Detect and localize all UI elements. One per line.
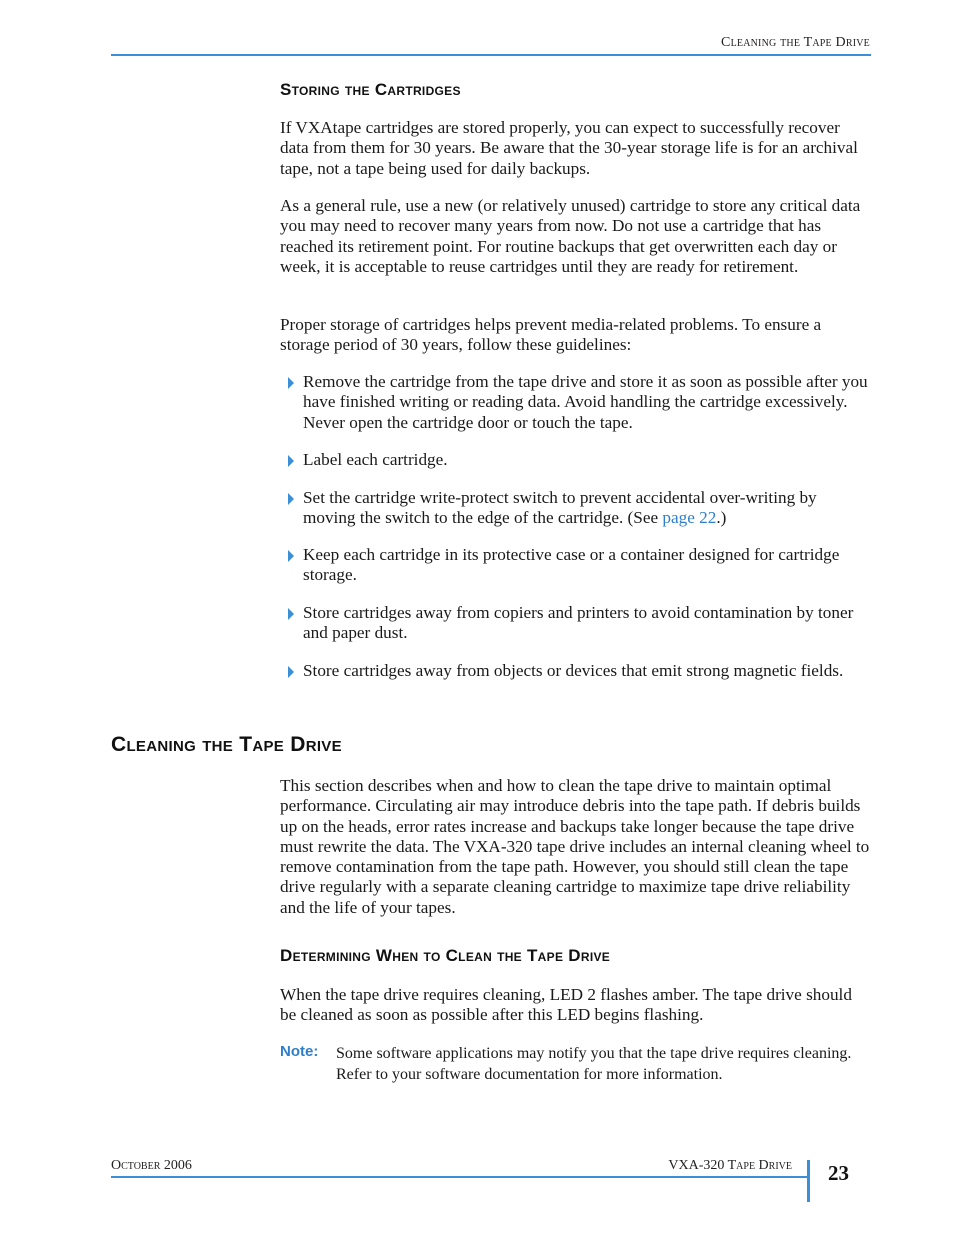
- footer-product: VXA-320 Tape Drive: [668, 1158, 792, 1173]
- page-22-link[interactable]: page 22: [662, 508, 717, 528]
- storing-paragraph-1: If VXAtape cartridges are stored properly, you can expect to successfully recover data from them for 30 years. Be aware that the 30-year storage life is for an archival tape, not a tape being used for daily backups.: [280, 118, 858, 178]
- list-item: [288, 372, 872, 433]
- bullet-arrow-icon: [288, 550, 294, 562]
- list-item: [288, 603, 872, 644]
- bullet-arrow-icon: [288, 666, 294, 678]
- footer-vertical-rule: [807, 1160, 810, 1202]
- list-item: [288, 488, 872, 529]
- list-item-text: Keep each cartridge in its protective case or a container designed for cartridge storage.: [303, 545, 840, 585]
- determining-paragraph: When the tape drive requires cleaning, LED 2 flashes amber. The tape drive should be cleaned as soon as possible after this LED begins flashing.: [280, 985, 852, 1025]
- bullet-arrow-icon: [288, 455, 294, 467]
- bullet-arrow-icon: [288, 493, 294, 505]
- list-item-text-before-link: Set the cartridge write-protect switch to prevent accidental over-writing by moving the switch to the edge of the cartridge. (See: [303, 488, 817, 528]
- footer-rule: [111, 1176, 808, 1178]
- bullet-arrow-icon: [288, 377, 294, 389]
- page-number: 23: [828, 1161, 849, 1185]
- list-item-text-after-link: .): [716, 508, 727, 528]
- bullet-arrow-icon: [288, 608, 294, 620]
- list-item: [288, 450, 872, 470]
- list-item: [288, 661, 872, 681]
- storing-paragraph-3: Proper storage of cartridges helps prevent media-related problems. To ensure a storage period of 30 years, follow these guidelines:: [280, 315, 822, 355]
- cleaning-paragraph: This section describes when and how to clean the tape drive to maintain optimal performance. Circulating air may introduce debris into the tape path. If debris builds up on the heads, error rates increase and backups take longer because the tape drive must rewrite the data. The VXA-320 tape drive includes an internal cleaning wheel to remove contamination from the tape path. However, you should still clean the tape drive regularly with a separate cleaning cartridge to maximize tape drive reliability and the life of your tapes.: [280, 776, 870, 917]
- storing-paragraph-2: As a general rule, use a new (or relatively unused) cartridge to store any critical data you may need to recover many years from now. Do not use a cartridge that has reached its retirement point. For routine backups that get overwritten each day or week, it is acceptable to reuse cartridges until they are ready for retirement.: [280, 196, 861, 276]
- list-item-text: [303, 488, 872, 529]
- list-item-text: Label each cartridge.: [303, 450, 448, 469]
- note-text: Some software applications may notify you that the tape drive requires cleaning. Refer to your software documentation for more information.: [336, 1045, 852, 1083]
- determining-heading: Determining When to Clean the Tape Drive: [280, 946, 611, 965]
- header-rule: [111, 54, 871, 56]
- running-header: Cleaning the Tape Drive: [721, 35, 870, 50]
- list-item-text: Store cartridges away from copiers and printers to avoid contamination by toner and paper dust.: [303, 603, 854, 643]
- list-item-text: Remove the cartridge from the tape drive and store it as soon as possible after you have finished writing or reading data. Avoid handling the cartridge excessively. Never open the cartridge door or touch the tape.: [303, 372, 868, 432]
- list-item: [288, 545, 872, 586]
- cleaning-heading: Cleaning the Tape Drive: [111, 733, 342, 756]
- storing-heading: Storing the Cartridges: [280, 80, 461, 99]
- footer-date: October 2006: [111, 1158, 192, 1173]
- list-item-text: Store cartridges away from objects or devices that emit strong magnetic fields.: [303, 661, 844, 680]
- note-label: Note:: [280, 1043, 319, 1060]
